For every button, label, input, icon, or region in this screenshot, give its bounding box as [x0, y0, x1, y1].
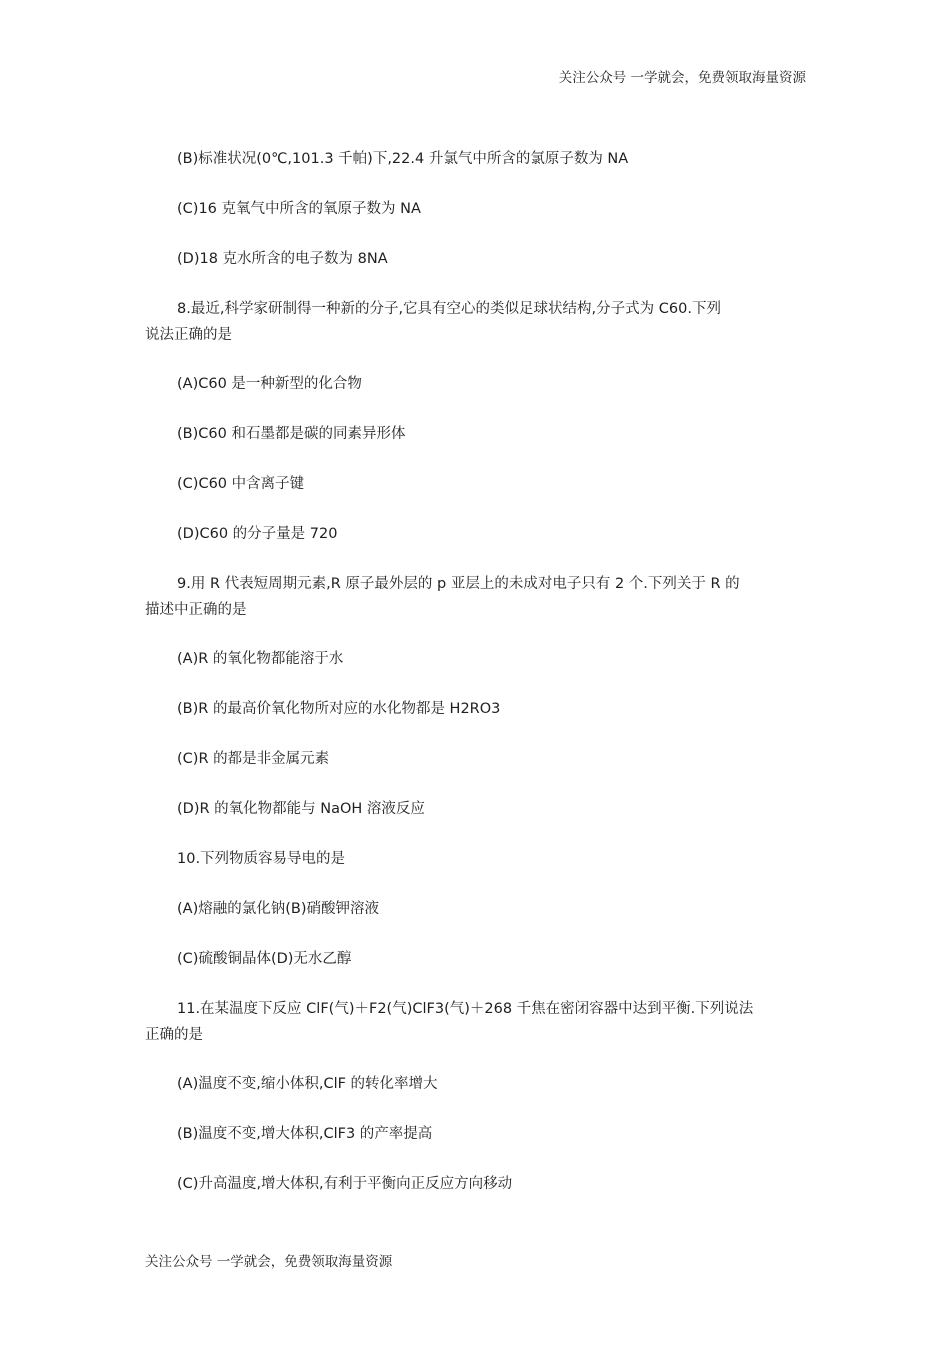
question-8-line-2: 说法正确的是	[145, 327, 232, 343]
option-7d: (D)18 克水所含的电子数为 8NA	[177, 251, 388, 267]
question-9-line-1: 9.用 R 代表短周期元素,R 原子最外层的 p 亚层上的未成对电子只有 2 个.下列关于 R 的	[177, 576, 740, 592]
option-9b: (B)R 的最高价氧化物所对应的水化物都是 H2RO3	[177, 701, 501, 717]
question-11-line-2: 正确的是	[145, 1027, 203, 1043]
option-8b: (B)C60 和石墨都是碳的同素异形体	[177, 426, 406, 442]
question-11-line-1: 11.在某温度下反应 ClF(气)＋F2(气)ClF3(气)＋268 千焦在密闭容器中达到平衡.下列说法	[177, 1001, 754, 1017]
header-note: 关注公众号 一学就会，免费领取海量资源	[558, 70, 806, 86]
question-8-line-1: 8.最近,科学家研制得一种新的分子,它具有空心的类似足球状结构,分子式为 C60.下列	[177, 301, 721, 317]
option-11a: (A)温度不变,缩小体积,ClF 的转化率增大	[177, 1076, 438, 1092]
option-11c: (C)升高温度,增大体积,有利于平衡向正反应方向移动	[177, 1176, 513, 1192]
footer-note: 关注公众号 一学就会，免费领取海量资源	[145, 1254, 393, 1270]
option-7c: (C)16 克氧气中所含的氧原子数为 NA	[177, 201, 421, 217]
option-9d: (D)R 的氧化物都能与 NaOH 溶液反应	[177, 801, 425, 817]
option-8a: (A)C60 是一种新型的化合物	[177, 376, 362, 392]
option-11b: (B)温度不变,增大体积,ClF3 的产率提高	[177, 1126, 433, 1142]
option-9c: (C)R 的都是非金属元素	[177, 751, 330, 767]
option-8d: (D)C60 的分子量是 720	[177, 526, 338, 542]
option-9a: (A)R 的氧化物都能溶于水	[177, 651, 344, 667]
option-8c: (C)C60 中含离子键	[177, 476, 305, 492]
question-9-line-2: 描述中正确的是	[145, 602, 247, 618]
option-7b: (B)标准状况(0℃,101.3 千帕)下,22.4 升氯气中所含的氯原子数为 NA	[177, 151, 629, 167]
option-10ab: (A)熔融的氯化钠(B)硝酸钾溶液	[177, 901, 379, 917]
question-10: 10.下列物质容易导电的是	[177, 851, 346, 867]
option-10cd: (C)硫酸铜晶体(D)无水乙醇	[177, 951, 352, 967]
